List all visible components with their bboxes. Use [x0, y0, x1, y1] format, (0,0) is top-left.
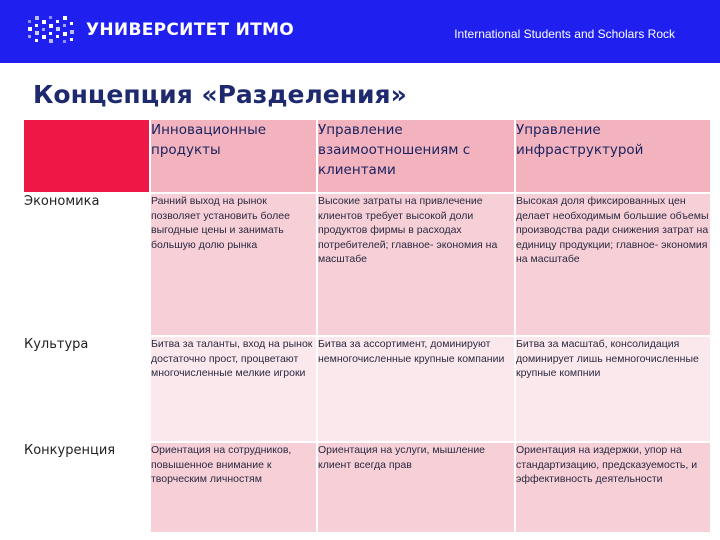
table-cell: Ориентация на издержки, упор на стандартизацию, предсказуемость, и эффективность деятельности — [515, 442, 711, 533]
table-cell: Ориентация на услуги, мышление клиент всегда прав — [317, 442, 515, 533]
table-corner-cell — [23, 119, 150, 193]
table-cell: Ранний выход на рынок позволяет установить более выгодные цены и занимать большую долю рынка — [150, 193, 317, 336]
itmo-dots-logo-icon — [26, 14, 76, 46]
table-cell: Ориентация на сотрудников, повышенное внимание к творческим личностям — [150, 442, 317, 533]
table-cell: Высокие затраты на привлечение клиентов требует высокой доли продуктов фирмы в расходах потребителей; главное- экономия на масштабе — [317, 193, 515, 336]
slide-title: Концепция «Разделения» — [33, 80, 407, 109]
slide-header — [0, 0, 720, 63]
table-cell: Высокая доля фиксированных цен делает необходимым большие объемы производства ради снижения затрат на единицу продукции; главное- экономия на масштабе — [515, 193, 711, 336]
table-cell: Битва за масштаб, консолидация доминирует лишь немногочисленные крупные компнии — [515, 336, 711, 442]
row-header-economics: Экономика — [23, 193, 150, 336]
table-cell: Битва за ассортимент, доминируют немногочисленные крупные компании — [317, 336, 515, 442]
header-caption: International Students and Scholars Rock — [454, 27, 675, 41]
table-cell: Битва за таланты, вход на рынок достаточно прост, процветают многочисленные мелкие игроки — [150, 336, 317, 442]
table-row-competition — [23, 442, 711, 533]
column-header-customer-relationships: Управление взаимоотношениям с клиентами — [317, 119, 515, 193]
table-header-row — [23, 119, 711, 193]
column-header-innovative-products: Инновационные продукты — [150, 119, 317, 193]
column-header-infrastructure: Управление инфраструктурой — [515, 119, 711, 193]
table-row-economics — [23, 193, 711, 336]
concept-table — [22, 118, 712, 534]
row-header-culture: Культура — [23, 336, 150, 442]
table-row-culture — [23, 336, 711, 442]
row-header-competition: Конкуренция — [23, 442, 150, 533]
university-logo-text: УНИВЕРСИТЕТ ИТМО — [86, 20, 295, 40]
